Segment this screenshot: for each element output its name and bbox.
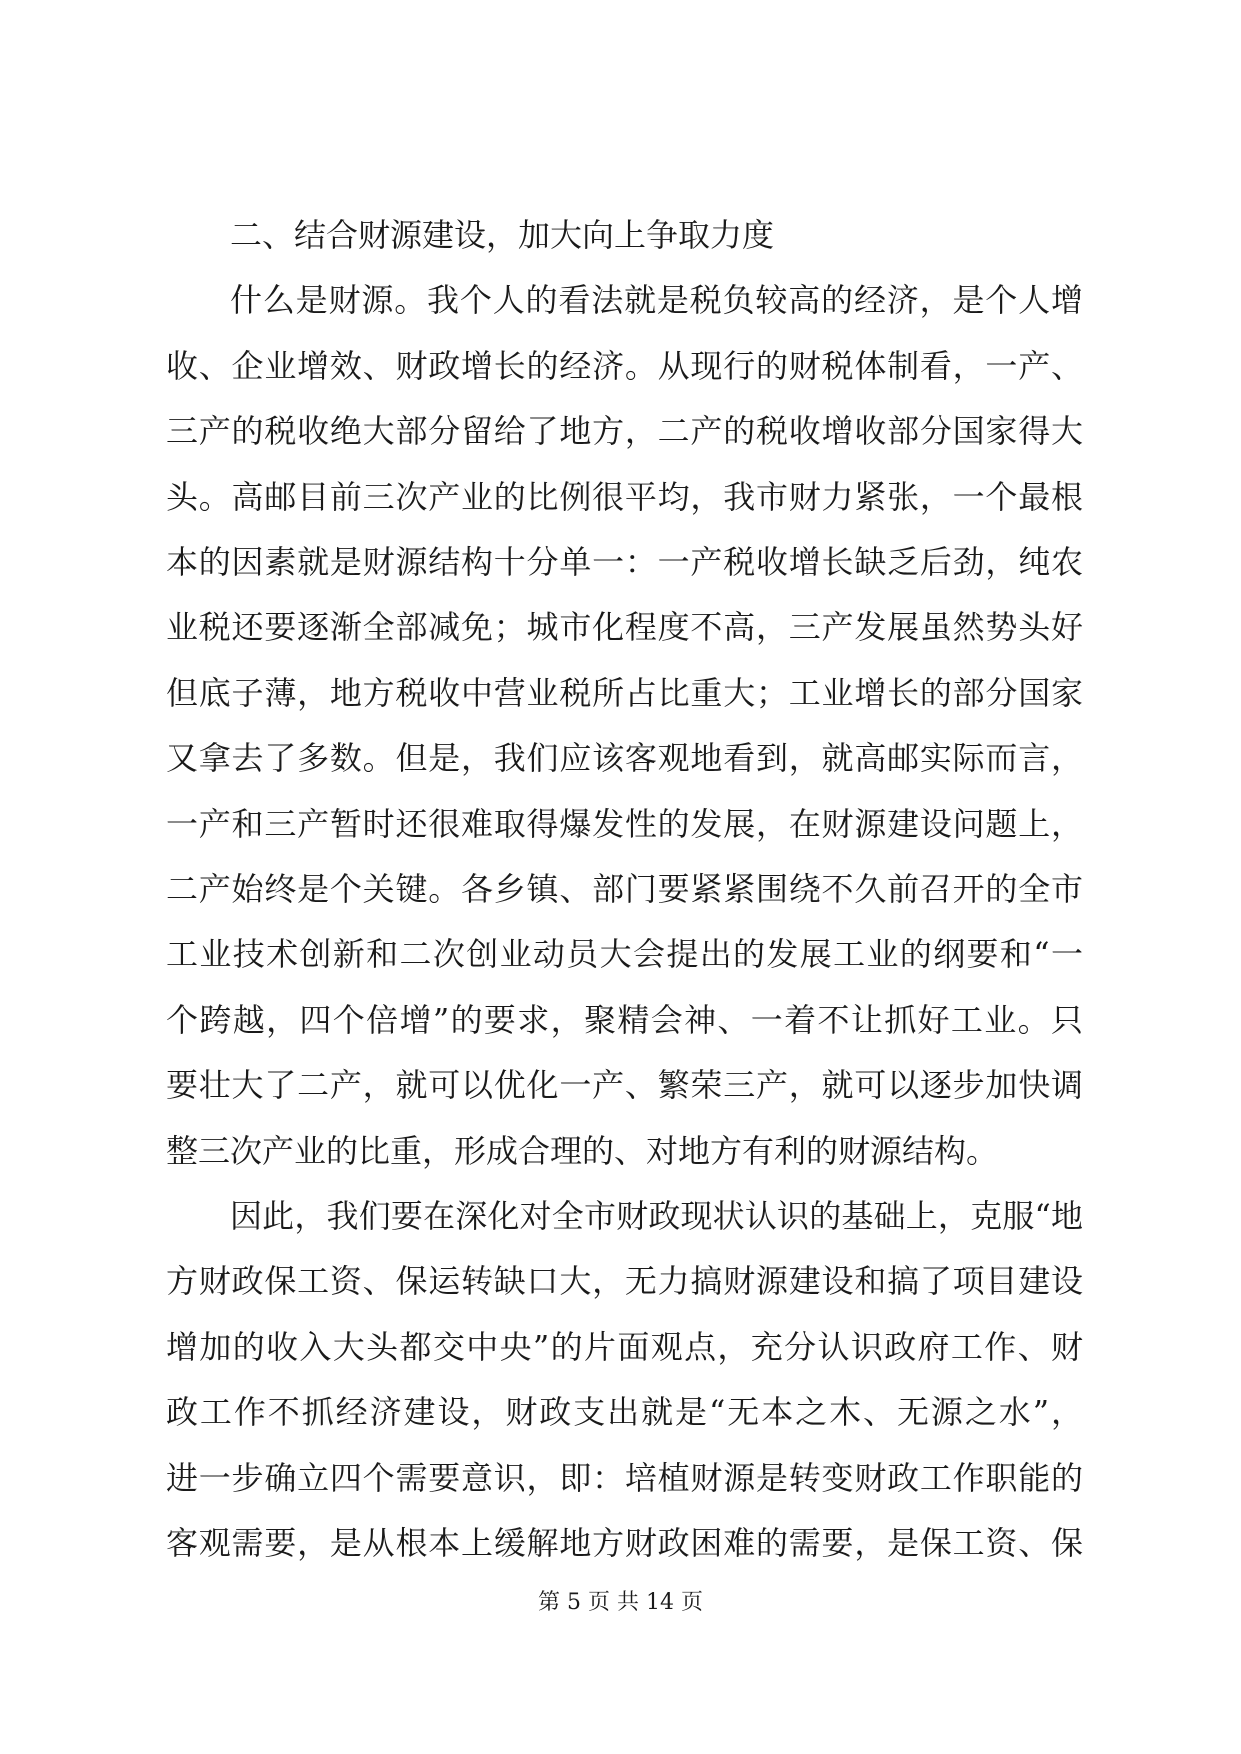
paragraph-line: 方财政保工资、保运转缺口大，无力搞财源建设和搞了项目建设	[166, 1262, 1083, 1300]
paragraph-line: 进一步确立四个需要意识，即：培植财源是转变财政工作职能的	[166, 1459, 1083, 1497]
paragraph-line: 收、企业增效、财政增长的经济。从现行的财税体制看，一产、	[166, 347, 1083, 385]
paragraph-line: 个跨越，四个倍增”的要求，聚精会神、一着不让抓好工业。只	[166, 1001, 1083, 1039]
paragraph-line: 业税还要逐渐全部减免；城市化程度不高，三产发展虽然势头好	[166, 608, 1083, 646]
paragraph-line: 一产和三产暂时还很难取得爆发性的发展，在财源建设问题上，	[166, 805, 1083, 843]
section-heading: 二、结合财源建设，加大向上争取力度	[230, 216, 775, 254]
paragraph-line: 因此，我们要在深化对全市财政现状认识的基础上，克服“地	[230, 1197, 1083, 1235]
paragraph-line: 增加的收入大头都交中央”的片面观点，充分认识政府工作、财	[166, 1328, 1083, 1366]
paragraph-line: 二产始终是个关键。各乡镇、部门要紧紧围绕不久前召开的全市	[166, 870, 1083, 908]
paragraph-line: 但底子薄，地方税收中营业税所占比重大；工业增长的部分国家	[166, 674, 1083, 712]
paragraph-line: 客观需要，是从根本上缓解地方财政困难的需要，是保工资、保	[166, 1524, 1083, 1562]
paragraph-line: 三产的税收绝大部分留给了地方，二产的税收增收部分国家得大	[166, 412, 1083, 450]
paragraph-line: 工业技术创新和二次创业动员大会提出的发展工业的纲要和“一	[166, 935, 1083, 973]
paragraph-line: 要壮大了二产，就可以优化一产、繁荣三产，就可以逐步加快调	[166, 1066, 1083, 1104]
paragraph-line: 又拿去了多数。但是，我们应该客观地看到，就高邮实际而言，	[166, 739, 1083, 777]
paragraph-line: 政工作不抓经济建设，财政支出就是“无本之木、无源之水”，	[166, 1393, 1083, 1431]
page-number-footer: 第 5 页 共 14 页	[538, 1590, 703, 1615]
paragraph-line: 什么是财源。我个人的看法就是税负较高的经济，是个人增	[230, 281, 1083, 319]
paragraph-line: 本的因素就是财源结构十分单一：一产税收增长缺乏后劲，纯农	[166, 543, 1083, 581]
paragraph-line: 整三次产业的比重，形成合理的、对地方有利的财源结构。	[166, 1132, 999, 1170]
paragraph-line: 头。高邮目前三次产业的比例很平均，我市财力紧张，一个最根	[166, 478, 1083, 516]
